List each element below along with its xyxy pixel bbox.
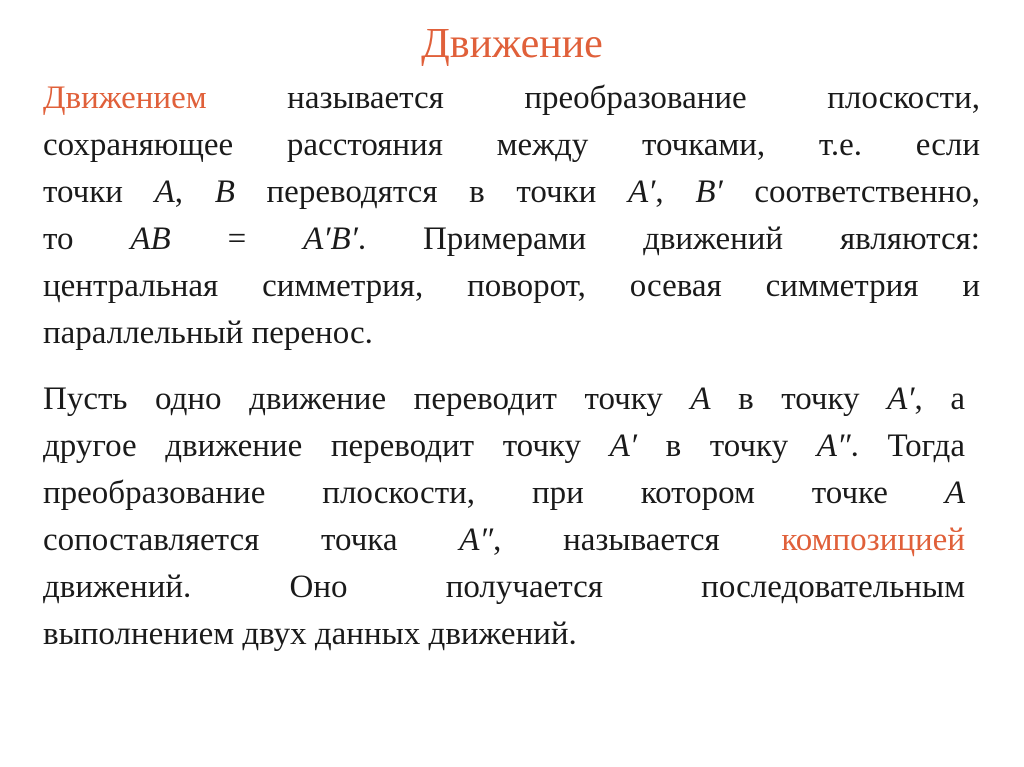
paragraph-line [43,611,965,658]
line-text: , называется [493,522,782,558]
paragraph-line [43,470,965,517]
line-text: , [655,174,696,210]
line-text: соответственно, [722,174,981,210]
math-var: A [154,174,175,210]
math-var: A′B′ [303,221,358,257]
math-var: A′ [887,381,915,417]
paragraph-line [43,310,980,357]
paragraph-line [43,423,965,470]
line-text: , [174,174,215,210]
line-text: преобразование плоскости, при котором точке [43,475,945,511]
paragraph-line [43,75,980,122]
line-text: Пусть одно движение переводит точку [43,381,691,417]
line-text: в точку [710,381,888,417]
paragraph-line [43,517,965,564]
paragraph-line [43,564,965,611]
paragraph-line [43,376,965,423]
highlighted-term: композицией [781,522,965,558]
math-var: A″ [459,522,494,558]
math-var: A′ [628,174,656,210]
line-text: , а [914,381,965,417]
line-text: называется преобразование плоскости, [206,80,980,116]
math-var: B′ [695,174,723,210]
line-text: выполнением двух данных движений. [43,616,577,652]
line-text: . Тогда [850,428,965,464]
line-text: параллельный перенос. [43,315,373,351]
line-text: в точку [637,428,817,464]
highlighted-term: Движением [43,80,207,116]
slide-title: Движение [421,21,603,67]
line-text: сопоставляется точка [43,522,460,558]
composition-paragraph [43,376,965,658]
line-text: . Примерами движений являются: [357,221,980,257]
definition-paragraph [43,75,980,357]
line-text: переводятся в точки [234,174,628,210]
paragraph-line [43,169,980,216]
math-var: A″ [816,428,851,464]
math-var: A [944,475,965,511]
math-var: A [690,381,711,417]
line-text: то [43,221,131,257]
line-text: точки [43,174,155,210]
line-text: = [170,221,304,257]
math-var: A′ [609,428,637,464]
paragraph-line [43,122,980,169]
math-var: B [214,174,235,210]
line-text: центральная симметрия, поворот, осевая симметрия и [43,268,980,304]
line-text: движений. Оно получается последовательным [43,569,965,605]
paragraph-line [43,216,980,263]
line-text: сохраняющее расстояния между точками, т.е. если [43,127,980,163]
math-var: AB [130,221,171,257]
line-text: другое движение переводит точку [43,428,610,464]
paragraph-line [43,263,980,310]
